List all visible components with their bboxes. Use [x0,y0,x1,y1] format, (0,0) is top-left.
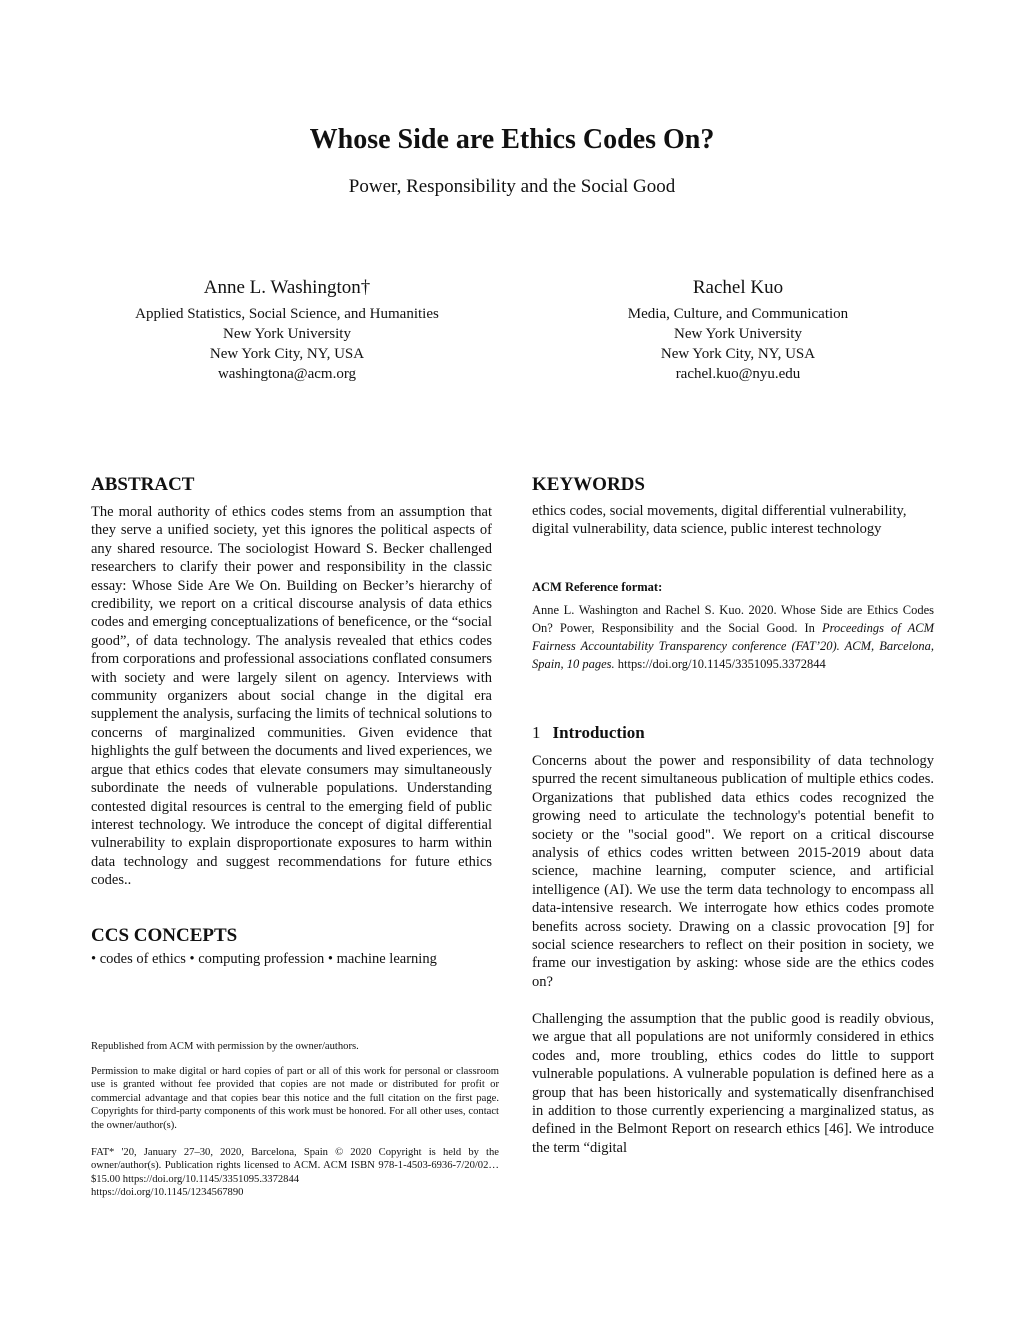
author-city: New York City, NY, USA [660,346,816,362]
paper-title: Whose Side are Ethics Codes On? [309,124,715,155]
ccs-heading: CCS CONCEPTS [91,925,238,946]
author-city: New York City, NY, USA [209,346,365,362]
author-university: New York University [223,326,351,342]
author-email[interactable]: rachel.kuo@nyu.edu [675,366,801,382]
author-name: Rachel Kuo [692,277,784,298]
acm-reference-heading: ACM Reference format: [532,580,663,594]
permission-note: Permission to make digital or hard copies of part or all of this work for personal or classroom use is granted without fee provided that copies are not made or distributed for profit or commercial advantage and that copies bear this notice and the full citation on the first page. Copyrights for third-party components of this work must be honored. For all other uses, contact the owner/author(s). [91,1066,499,1131]
abstract-heading: ABSTRACT [91,474,195,495]
author-department: Applied Statistics, Social Science, and Humanities [135,306,439,322]
republished-note: Republished from ACM with permission by the owner/authors. [91,1041,359,1052]
author-name: Anne L. Washington† [203,277,371,298]
author-university: New York University [674,326,802,342]
doi-note[interactable]: https://doi.org/10.1145/1234567890 [91,1187,244,1198]
author-department: Media, Culture, and Communication [627,306,849,322]
conference-note: FAT* '20, January 27–30, 2020, Barcelona, Spain © 2020 Copyright is held by the owner/author(s). Publication rights licensed to ACM. ACM ISBN 978-1-4503-6936-7/20/02…$15.00 https://doi.org/10.1145/3351095.3372844 [91,1147,499,1185]
author-block-2 [528,276,948,384]
keywords-heading: KEYWORDS [532,474,645,495]
paper-subtitle: Power, Responsibility and the Social Good [348,176,676,197]
ccs-text: • codes of ethics • computing profession • machine learning [91,951,437,967]
acm-reference-italic: Proceedings of ACM Fairness Accountability Transparency conference (FAT’20). ACM, Barcelona, Spain, 10 pages. [532,621,935,671]
keywords-text: ethics codes, social movements, digital differential vulnerability, digital vulnerability, data science, public interest technology [532,503,907,538]
author-email[interactable]: washingtona@acm.org [217,366,357,382]
intro-paragraph-1: Concerns about the power and responsibility of data technology spurred the recent simultaneous publication of multiple ethics codes. Organizations that published data ethics codes recognized the growing need to articulate the technology's potential benefit to society or the "social good". We report on a critical discourse analysis of ethics codes written between 2015-2019 about data science, machine learning, computer science, and artificial intelligence (AI). We use the term data technology to encompass all data-intensive research. We interrogate how ethics codes promote benefits across society. Drawing on a classic provocation [9] for social science researchers to reflect on their position in society, we frame our investigation by asking: whose side are the ethics codes on? [532,753,934,990]
intro-paragraph-2: Challenging the assumption that the public good is readily obvious, we argue that all populations are not uniformly considered in ethics codes and, more troubling, ethics codes do little to support vulnerable populations. A vulnerable population is defined here as a group that has been historically and systematically disenfranchised in addition to those currently experiencing a marginalized status, as defined in the Belmont Report on research ethics [46]. We introduce the term “digital [532,1011,934,1156]
section-title: Introduction [552,723,645,742]
author-block-1 [77,276,497,384]
section-number: 1 [532,723,541,742]
intro-heading [532,723,645,743]
acm-reference-text [532,601,934,673]
abstract-text: The moral authority of ethics codes stems from an assumption that they serve a unified society, yet this ignores the political aspects of any shared resource. The sociologist Howard S. Becker challenged researchers to clarify their power and responsibility in the classic essay: Whose Side Are We On. Building on Becker’s hierarchy of credibility, we report on a critical discourse analysis of data ethics codes and emerging conceptualizations of beneficence, or the “social good”, of data technology. The analysis revealed that ethics codes from corporations and professional associations conflated consumers with society and were largely silent on agency. Interviews with community organizers about social change in the digital era supplement the analysis, surfacing the limits of technical solutions to concerns of marginalized communities. Given evidence that highlights the gulf between the documents and lived experiences, we argue that ethics codes that elevate consumers may simultaneously subordinate the needs of vulnerable populations. Understanding contested digital resources is central to the emerging field of public interest technology. We introduce the concept of digital differential vulnerability to explain disproportionate exposures to harm within data technology and suggest recommendations for future ethics codes.. [91,504,492,889]
acm-reference-plain: Anne L. Washington and Rachel S. Kuo. 2020. Whose Side are Ethics Codes On? Power, Responsibility and the Social Good. In [532,603,934,635]
acm-reference-doi[interactable]: https://doi.org/10.1145/3351095.3372844 [614,657,826,671]
